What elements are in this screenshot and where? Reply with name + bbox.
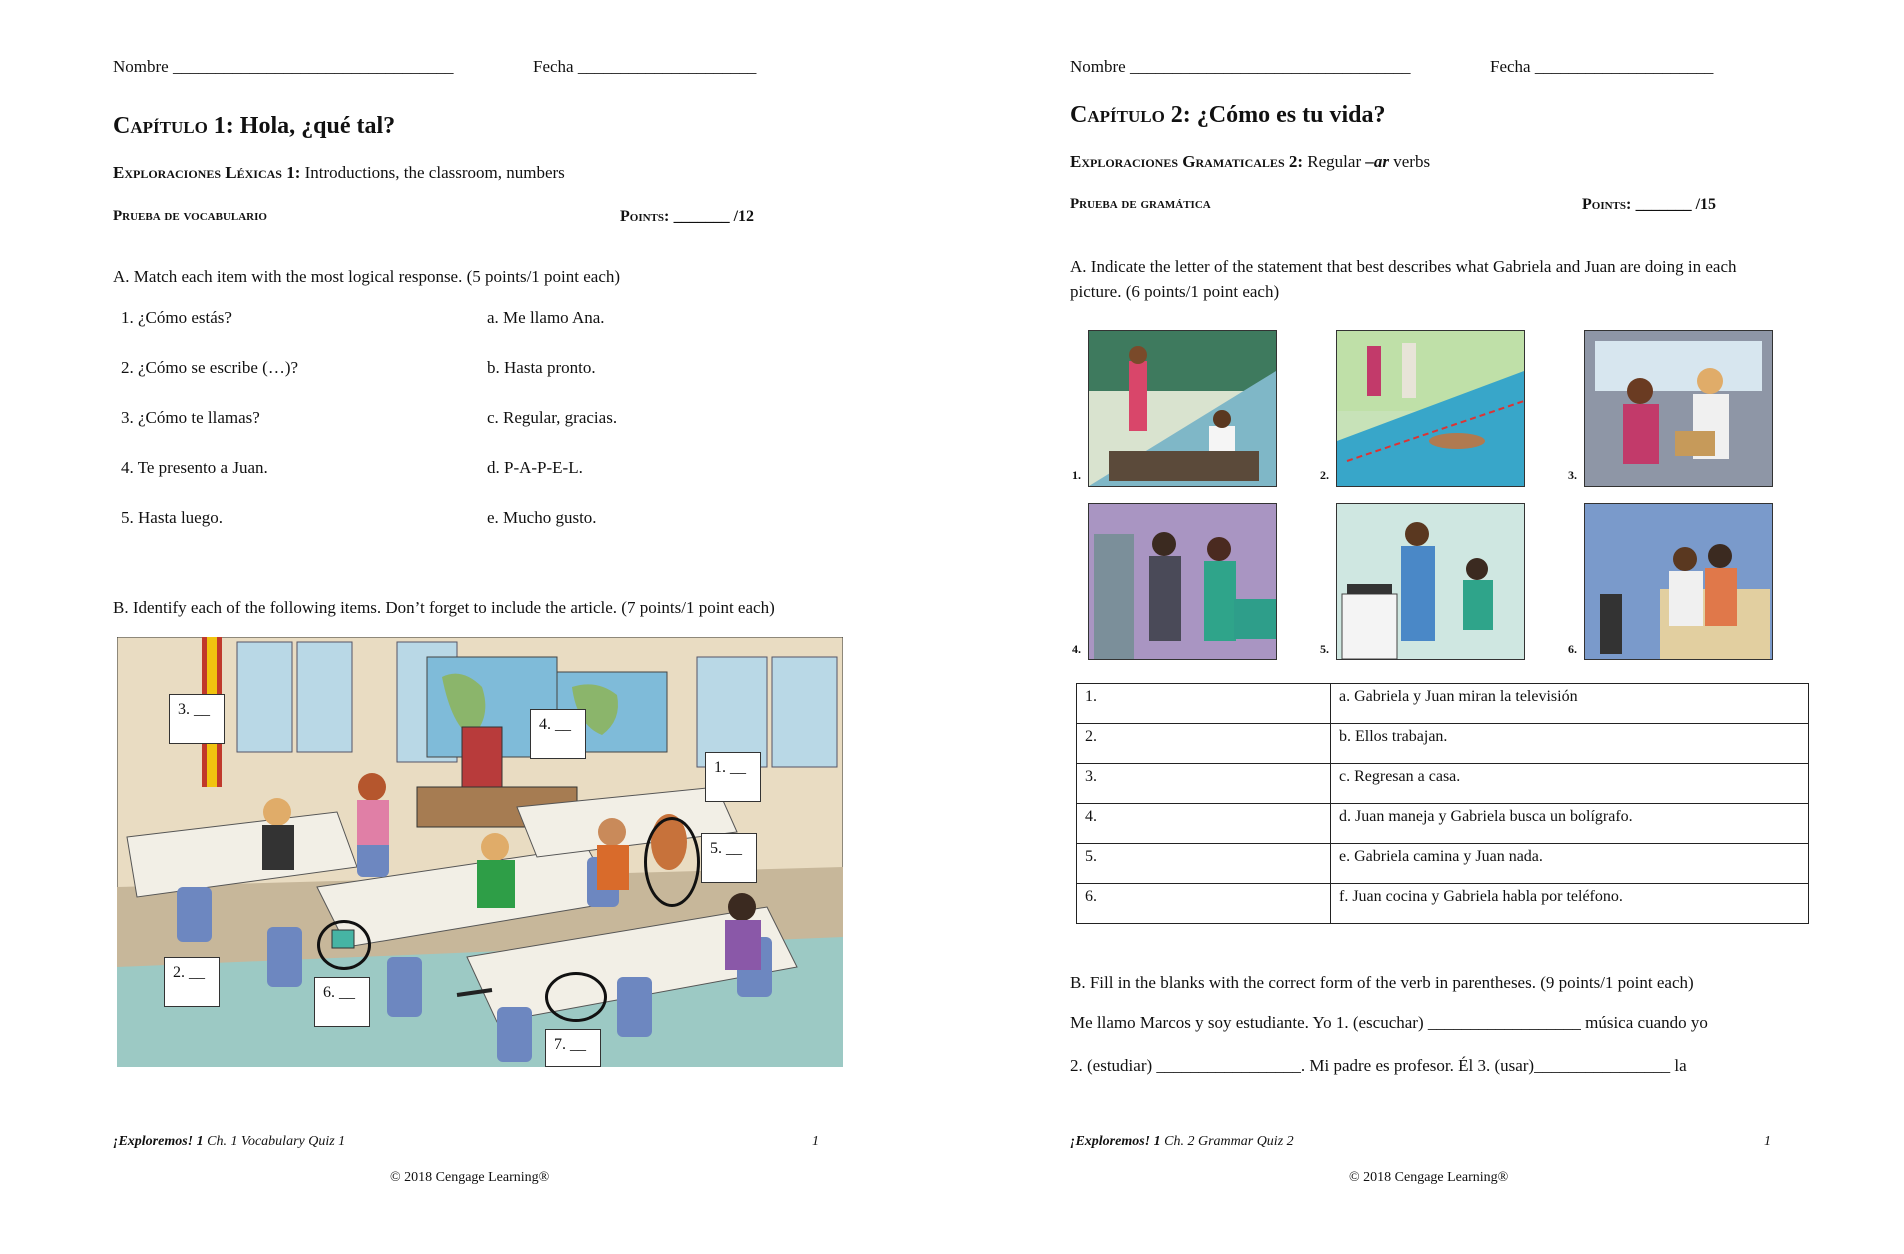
picture-5-cook-phone [1336, 503, 1525, 660]
points-field [620, 206, 754, 226]
table-row [1077, 884, 1809, 924]
picture-number: 1. [1072, 468, 1081, 482]
section-topic: Introductions, the classroom, numbers [304, 163, 565, 182]
quiz-label: Prueba de vocabulario [113, 208, 267, 224]
match-question: 3. ¿Cómo te llamas? [121, 408, 260, 427]
pen-circle [545, 972, 607, 1022]
section-heading [1070, 152, 1430, 172]
partA-instructions: A. Indicate the letter of the statement that best describes what Gabriela and Juan are doing in each [1070, 257, 1737, 276]
picture-number: 2. [1320, 468, 1329, 482]
notebook-circle [317, 920, 371, 970]
fecha-line[interactable]: _____________________ [577, 57, 757, 76]
match-question: 4. Te presento a Juan. [121, 458, 268, 477]
chapter-prefix: Capítulo [113, 113, 208, 139]
answer-cell[interactable]: 6. [1077, 884, 1331, 924]
footer-title: Ch. 2 Grammar Quiz 2 [1164, 1134, 1294, 1149]
fecha-line[interactable]: _____________________ [1534, 57, 1714, 76]
picture-number: 6. [1568, 642, 1577, 656]
nombre-label: Nombre [1070, 57, 1126, 76]
statement-cell: e. Gabriela camina y Juan nada. [1331, 844, 1809, 884]
cook-phone-drawing [1337, 504, 1524, 659]
points-label: Points: [1582, 196, 1632, 213]
label-box-7[interactable]: 7. __ [545, 1029, 601, 1067]
match-answer: b. Hasta pronto. [487, 358, 596, 377]
label-box-5[interactable]: 5. __ [701, 833, 757, 883]
chapter-heading: 1: Hola, ¿qué tal? [213, 113, 396, 139]
points-value[interactable]: _______ /12 [673, 208, 755, 225]
footer-book: ¡Exploremos! 1 [113, 1134, 204, 1149]
picture-4-home [1088, 503, 1277, 660]
answer-cell[interactable]: 3. [1077, 764, 1331, 804]
drive-drawing [1585, 331, 1772, 486]
chapter-title [1070, 102, 1385, 129]
points-field [1582, 194, 1716, 214]
footer-title: Ch. 1 Vocabulary Quiz 1 [207, 1134, 346, 1149]
copyright: © 2018 Cengage Learning® [390, 1170, 550, 1185]
points-label: Points: [620, 208, 670, 225]
partA-instructions-cont: picture. (6 points/1 point each) [1070, 282, 1280, 301]
footer-page-number: 1 [812, 1134, 819, 1149]
partB-paragraph-line2[interactable]: 2. (estudiar) _________________. Mi padre es profesor. Él 3. (usar)________________ la [1070, 1056, 1687, 1075]
section-topic: Regular [1307, 152, 1362, 171]
picture-3-drive [1584, 330, 1773, 487]
points-value[interactable]: _______ /15 [1635, 196, 1717, 213]
statement-cell: d. Juan maneja y Gabriela busca un bolígrafo. [1331, 804, 1809, 844]
work-drawing [1089, 331, 1276, 486]
table-row [1077, 724, 1809, 764]
footer-left [1070, 1134, 1294, 1150]
label-box-2[interactable]: 2. __ [164, 957, 220, 1007]
statement-cell: b. Ellos trabajan. [1331, 724, 1809, 764]
statement-cell: a. Gabriela y Juan miran la televisión [1331, 684, 1809, 724]
answer-cell[interactable]: 2. [1077, 724, 1331, 764]
footer-left [113, 1134, 345, 1150]
section-num: 1: [286, 163, 301, 182]
home-drawing [1089, 504, 1276, 659]
nombre-label: Nombre [113, 57, 169, 76]
fecha-label: Fecha [1490, 57, 1531, 76]
match-question: 2. ¿Cómo se escribe (…)? [121, 358, 299, 377]
match-answer: a. Me llamo Ana. [487, 308, 605, 327]
picture-6-tv [1584, 503, 1773, 660]
footer-book: ¡Exploremos! 1 [1070, 1134, 1161, 1149]
name-field [1070, 57, 1410, 77]
table-row [1077, 764, 1809, 804]
picture-1-work [1088, 330, 1277, 487]
statement-cell: f. Juan cocina y Gabriela habla por teléfono. [1331, 884, 1809, 924]
section-num: 2: [1288, 152, 1304, 171]
section-prefix: Exploraciones Léxicas [113, 163, 282, 182]
picture-number: 5. [1320, 642, 1329, 656]
picture-number: 3. [1568, 468, 1577, 482]
chapter-heading: 2: ¿Cómo es tu vida? [1170, 102, 1386, 128]
partB-instructions: B. Identify each of the following items. Don’t forget to include the article. (7 points/1 point each) [113, 598, 775, 617]
backpack-circle [644, 817, 700, 907]
statement-cell: c. Regresan a casa. [1331, 764, 1809, 804]
footer-page-number: 1 [1764, 1134, 1771, 1149]
tv-drawing [1585, 504, 1772, 659]
nombre-line[interactable]: _________________________________ [172, 57, 454, 76]
answer-table [1076, 683, 1809, 924]
section-heading [113, 163, 565, 183]
name-field [113, 57, 453, 77]
table-row [1077, 684, 1809, 724]
answer-cell[interactable]: 4. [1077, 804, 1331, 844]
label-box-4[interactable]: 4. __ [530, 709, 586, 759]
partB-paragraph-line1[interactable]: Me llamo Marcos y soy estudiante. Yo 1. (escuchar) __________________ música cuando yo [1070, 1013, 1708, 1032]
match-question: 5. Hasta luego. [121, 508, 223, 527]
table-row [1077, 844, 1809, 884]
section-topic-tail: verbs [1393, 152, 1431, 171]
partB-instructions: B. Fill in the blanks with the correct form of the verb in parentheses. (9 points/1 point each) [1070, 973, 1694, 992]
picture-2-walk-swim [1336, 330, 1525, 487]
answer-cell[interactable]: 1. [1077, 684, 1331, 724]
table-row [1077, 804, 1809, 844]
match-answer: c. Regular, gracias. [487, 408, 618, 427]
chapter-prefix: Capítulo [1070, 102, 1165, 128]
label-box-3[interactable]: 3. __ [169, 694, 225, 744]
section-topic-ending: –ar [1365, 152, 1389, 171]
answer-cell[interactable]: 5. [1077, 844, 1331, 884]
match-answer: e. Mucho gusto. [487, 508, 597, 527]
chapter-title [113, 113, 395, 140]
label-box-1[interactable]: 1. __ [705, 752, 761, 802]
right-quiz-page [952, 0, 1904, 1254]
match-question: 1. ¿Cómo estás? [121, 308, 232, 327]
section-prefix: Exploraciones Gramaticales [1070, 152, 1285, 171]
label-box-6[interactable]: 6. __ [314, 977, 370, 1027]
match-answer: d. P-A-P-E-L. [487, 458, 583, 477]
date-field [533, 57, 756, 77]
partA-instructions: A. Match each item with the most logical response. (5 points/1 point each) [113, 267, 621, 286]
date-field [1490, 57, 1713, 77]
fecha-label: Fecha [533, 57, 574, 76]
walk-swim-drawing [1337, 331, 1524, 486]
quiz-label: Prueba de gramática [1070, 196, 1211, 212]
nombre-line[interactable]: _________________________________ [1129, 57, 1411, 76]
picture-number: 4. [1072, 642, 1081, 656]
classroom-illustration [117, 637, 843, 1067]
copyright: © 2018 Cengage Learning® [1349, 1170, 1509, 1185]
